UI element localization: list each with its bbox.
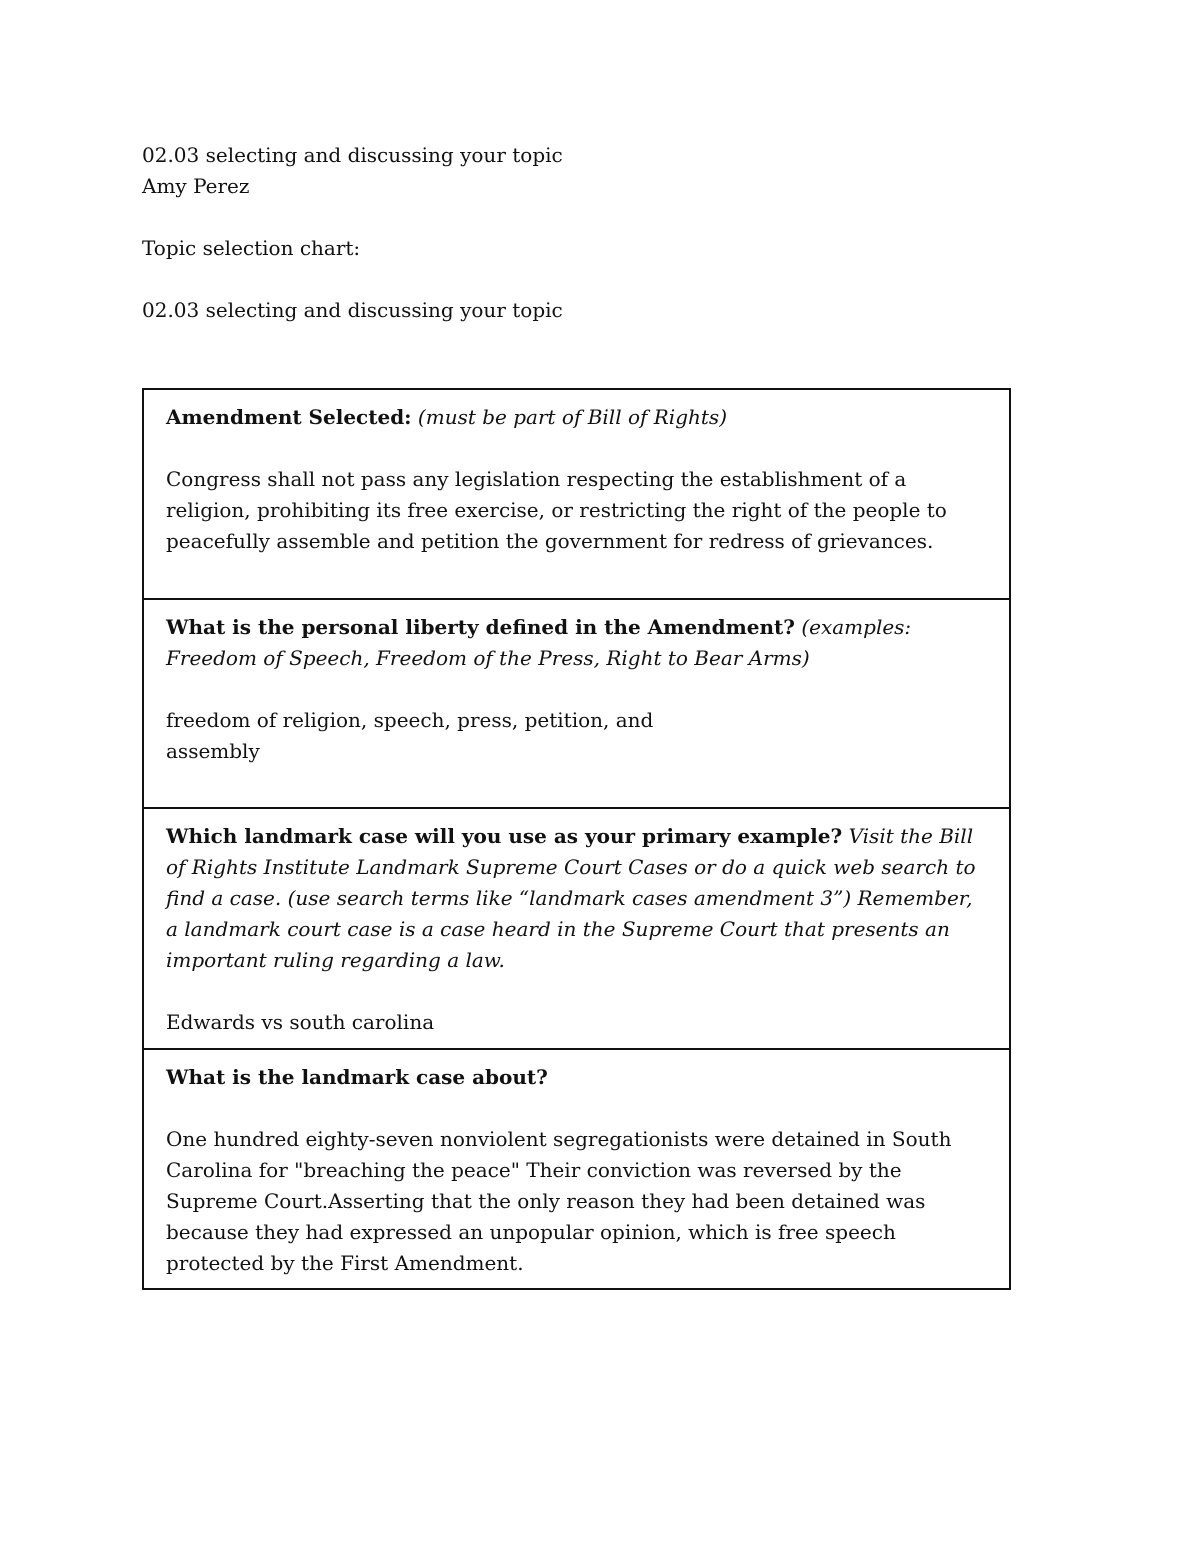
question-hint: (examples: Freedom of Speech, Freedom of the Press, Right to Bear Arms) bbox=[166, 615, 912, 670]
question-text: Which landmark case will you use as your primary example? bbox=[166, 824, 843, 848]
row-answer: Congress shall not pass any legislation respecting the establishment of a religion, prohibiting its free exercise, or restricting the right of the people to peacefully assemble and petition the government for redress of grievances. bbox=[166, 467, 947, 553]
row-question bbox=[166, 612, 987, 674]
author-name: Amy Perez bbox=[142, 174, 250, 198]
row-question bbox=[166, 1062, 987, 1093]
chart-row-amendment bbox=[144, 390, 1009, 600]
question-text: What is the personal liberty defined in the Amendment? bbox=[166, 615, 795, 639]
row-answer: One hundred eighty-seven nonviolent segregationists were detained in South Carolina for "breaching the peace" Their conviction was reversed by the Supreme Court.Asserting that the only reason they had been detained was because they had expressed an unpopular opinion, which is free speech protected by the First Amendment. bbox=[166, 1127, 952, 1275]
question-text: Amendment Selected: bbox=[166, 405, 412, 429]
row-answer: freedom of religion, speech, press, petition, and bbox=[166, 708, 654, 732]
document-title-repeat: 02.03 selecting and discussing your topic bbox=[142, 298, 563, 322]
chart-row-landmark-case bbox=[144, 809, 1009, 1050]
row-answer: Edwards vs south carolina bbox=[166, 1010, 435, 1034]
document-title-line: 02.03 selecting and discussing your topic bbox=[142, 143, 563, 167]
question-hint: (must be part of Bill of Rights) bbox=[417, 405, 727, 429]
chart-row-personal-liberty bbox=[144, 600, 1009, 809]
chart-label: Topic selection chart: bbox=[142, 236, 361, 260]
chart-row-case-summary bbox=[144, 1050, 1009, 1288]
row-question bbox=[166, 821, 987, 976]
topic-selection-chart bbox=[142, 388, 1011, 1290]
row-question bbox=[166, 402, 987, 433]
question-text: What is the landmark case about? bbox=[166, 1065, 548, 1089]
question-hint: Visit the Bill of Rights Institute Landmark Supreme Court Cases or do a quick web search to find a case. (use search terms like “landmark cases amendment 3”) Remember, a landmark court case is a case heard in the Supreme Court that presents an important ruling regarding a law. bbox=[166, 824, 976, 972]
row-answer-continued: assembly bbox=[166, 739, 260, 763]
